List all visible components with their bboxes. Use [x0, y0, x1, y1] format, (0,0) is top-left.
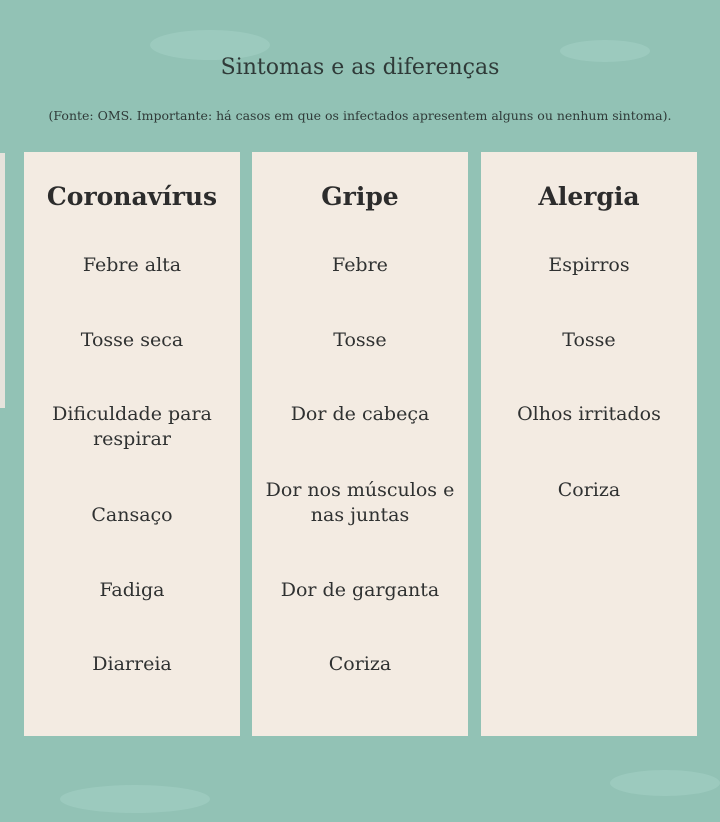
column-heading: Alergia — [538, 182, 640, 211]
symptom-item: Dor de cabeça — [290, 403, 430, 425]
source-note: (Fonte: OMS. Importante: há casos em que os infectados apresentem alguns ou nenhum sintoma). — [48, 108, 672, 123]
column-gripe — [252, 152, 468, 736]
symptom-item: Tosse — [562, 329, 616, 351]
symptom-item: Tosse — [333, 329, 387, 351]
column-coronavirus — [24, 152, 240, 736]
column-alergia — [481, 152, 697, 736]
cloud-decoration — [610, 770, 720, 796]
column-heading: Gripe — [321, 182, 399, 211]
symptom-item: Fadiga — [99, 579, 165, 601]
cloud-decoration — [60, 785, 210, 813]
symptom-item: Dor de garganta — [280, 579, 440, 601]
symptom-item: Dor nos músculos e nas juntas — [265, 479, 455, 526]
symptom-item: Dificuldade para respirar — [52, 403, 212, 450]
column-heading: Coronavírus — [46, 182, 218, 211]
symptom-item: Olhos irritados — [517, 403, 661, 425]
symptom-item: Coriza — [557, 479, 621, 501]
symptom-item: Coriza — [328, 653, 392, 675]
symptom-item: Diarreia — [92, 653, 172, 675]
symptom-item: Febre — [332, 254, 388, 276]
page-title: Sintomas e as diferenças — [220, 55, 500, 80]
symptom-item: Febre alta — [82, 254, 182, 276]
symptom-item: Cansaço — [91, 504, 173, 526]
symptom-item: Tosse seca — [80, 329, 184, 351]
page-edge-tab — [0, 153, 5, 408]
symptom-item: Espirros — [548, 254, 630, 276]
